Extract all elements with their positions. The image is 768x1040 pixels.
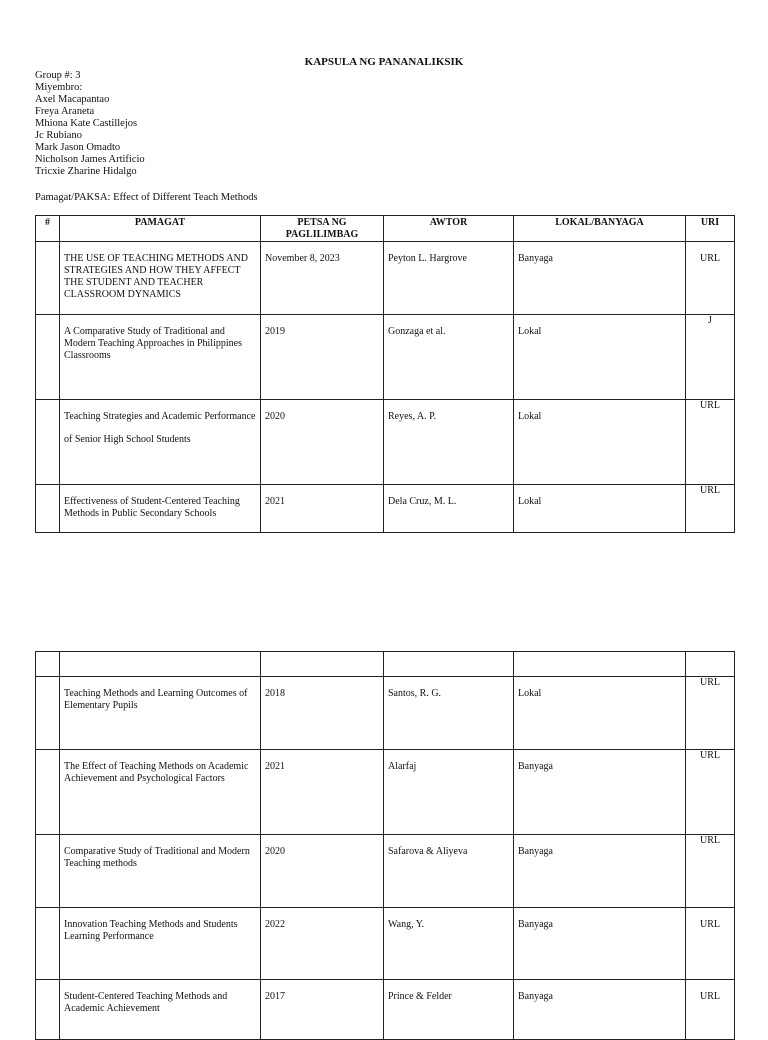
row-url-link[interactable]: URL [686, 835, 735, 908]
row-origin: Lokal [514, 677, 686, 750]
row-url-link[interactable]: URL [686, 750, 735, 835]
row-title-text: Teaching Strategies and Academic Performance [64, 411, 256, 422]
row-author: Gonzaga et al. [384, 315, 514, 400]
row-title: The Effect of Teaching Methods on Academic Achievement and Psychological Factors [60, 750, 261, 835]
member-name: Tricxie Zharine Hidalgo [35, 166, 137, 177]
row-number [36, 315, 60, 400]
row-origin: Banyaga [514, 242, 686, 315]
row-author: Wang, Y. [384, 908, 514, 980]
row-url-link[interactable]: J [686, 315, 735, 400]
row-title: A Comparative Study of Traditional and Modern Teaching Approaches in Philippines Classrooms [60, 315, 261, 400]
member-name: Mark Jason Omadto [35, 142, 121, 153]
header-date: PETSA NG PAGLILIMBAG [261, 216, 384, 242]
member-name: Axel Macapantao [35, 94, 110, 105]
row-author: Santos, R. G. [384, 677, 514, 750]
row-title-text: THE USE OF TEACHING METHODS AND STRATEGIES AND HOW THEY AFFECT THE STUDENT AND TEACHER CLASSROOM DYNAMICS [64, 253, 248, 300]
row-url-link[interactable]: URL [686, 908, 735, 980]
group-number: Group #: 3 [35, 70, 81, 81]
header-number: # [36, 216, 60, 242]
row-origin: Lokal [514, 485, 686, 533]
row-origin: Banyaga [514, 750, 686, 835]
row-date: 2021 [261, 750, 384, 835]
row-title: Comparative Study of Traditional and Modern Teaching methods [60, 835, 261, 908]
row-date: 2019 [261, 315, 384, 400]
member-name: Jc Rubiano [35, 130, 82, 141]
table-row [36, 242, 735, 315]
row-url-link[interactable]: URL [686, 980, 735, 1040]
row-author: Safarova & Aliyeva [384, 835, 514, 908]
row-date: 2022 [261, 908, 384, 980]
row-number [36, 400, 60, 485]
table-header-row [36, 216, 735, 242]
row-title [60, 400, 261, 485]
member-name: Mhiona Kate Castillejos [35, 118, 138, 129]
row-origin: Lokal [514, 400, 686, 485]
row-origin: Banyaga [514, 980, 686, 1040]
row-url-link[interactable]: URL [686, 677, 735, 750]
document-title: KAPSULA NG PANANALIKSIK [304, 56, 464, 68]
header-origin: LOKAL/BANYAGA [514, 216, 686, 242]
row-title: Student-Centered Teaching Methods and Academic Achievement [60, 980, 261, 1040]
table-row [36, 908, 735, 980]
row-number [36, 980, 60, 1040]
table-row [36, 750, 735, 835]
row-date: 2021 [261, 485, 384, 533]
row-number [36, 242, 60, 315]
row-title-continuation: of Senior High School Students [64, 434, 191, 445]
empty-cell [686, 652, 735, 677]
row-number [36, 835, 60, 908]
empty-cell [384, 652, 514, 677]
member-name: Nicholson James Artificio [35, 154, 145, 165]
row-title [60, 242, 261, 315]
row-title: Innovation Teaching Methods and Students Learning Performance [60, 908, 261, 980]
header-title: PAMAGAT [60, 216, 261, 242]
row-url-link[interactable]: URL [686, 485, 735, 533]
table-row [36, 677, 735, 750]
row-number [36, 750, 60, 835]
research-table-page-2 [35, 651, 735, 1040]
research-topic: Pamagat/PAKSA: Effect of Different Teach Methods [35, 192, 258, 203]
row-title: Effectiveness of Student-Centered Teaching Methods in Public Secondary Schools [60, 485, 261, 533]
row-author: Dela Cruz, M. L. [384, 485, 514, 533]
header-url: URI [686, 216, 735, 242]
row-author: Prince & Felder [384, 980, 514, 1040]
row-url-link[interactable]: URL [686, 242, 735, 315]
member-name: Freya Araneta [35, 106, 95, 117]
empty-cell [60, 652, 261, 677]
row-date: 2020 [261, 400, 384, 485]
row-date: November 8, 2023 [261, 242, 384, 315]
row-url-link[interactable]: URL [686, 400, 735, 485]
table-row [36, 835, 735, 908]
header-author: AWTOR [384, 216, 514, 242]
research-table-page-1 [35, 215, 735, 533]
row-origin: Banyaga [514, 835, 686, 908]
group-info [35, 70, 145, 178]
empty-cell [36, 652, 60, 677]
row-date: 2017 [261, 980, 384, 1040]
row-date: 2020 [261, 835, 384, 908]
table-row [36, 980, 735, 1040]
row-origin: Banyaga [514, 908, 686, 980]
row-date: 2018 [261, 677, 384, 750]
row-number [36, 908, 60, 980]
table-row [36, 315, 735, 400]
row-number [36, 677, 60, 750]
row-origin: Lokal [514, 315, 686, 400]
table-row [36, 485, 735, 533]
row-author: Alarfaj [384, 750, 514, 835]
row-author: Peyton L. Hargrove [384, 242, 514, 315]
row-author: Reyes, A. P. [384, 400, 514, 485]
members-label: Miyembro: [35, 82, 83, 93]
row-title: Teaching Methods and Learning Outcomes of Elementary Pupils [60, 677, 261, 750]
empty-cell [514, 652, 686, 677]
table-row [36, 400, 735, 485]
empty-cell [261, 652, 384, 677]
row-number [36, 485, 60, 533]
table-header-row [36, 652, 735, 677]
